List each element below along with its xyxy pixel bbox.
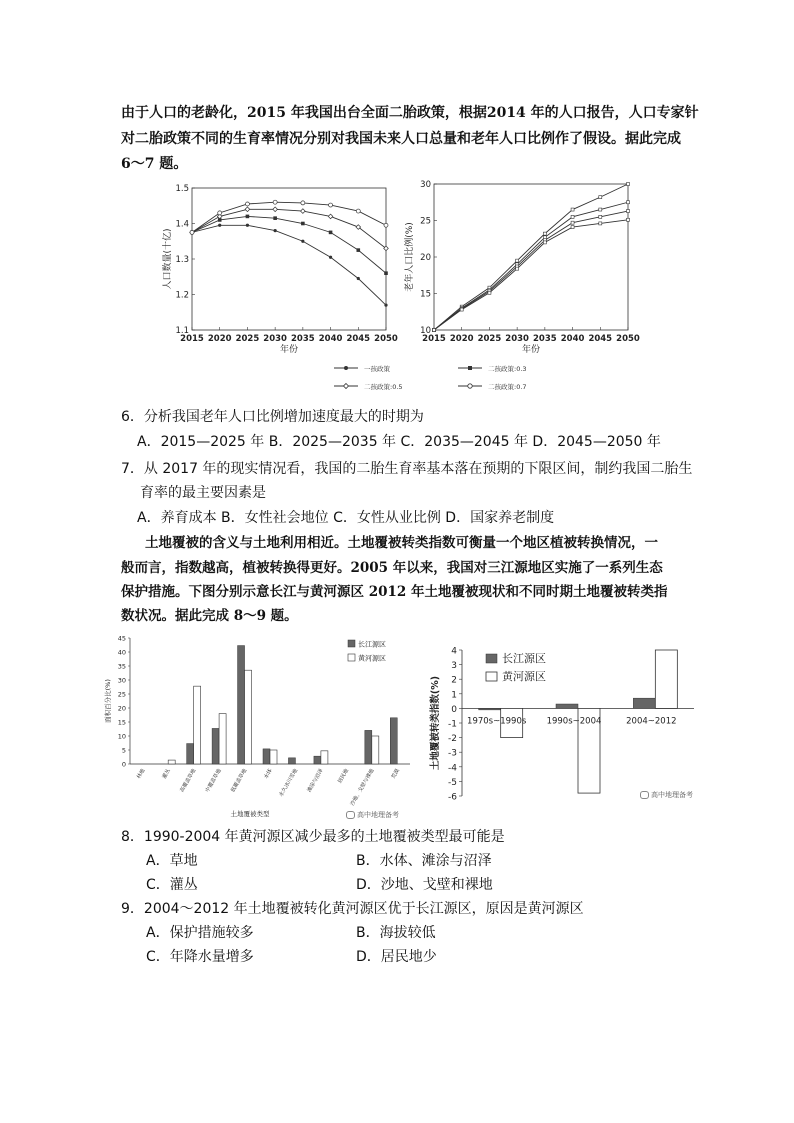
question-6-options: A．2015—2025 年 B．2025—2035 年 C．2035—2045 年 D．2045—2050 年 [137, 434, 661, 450]
data-point [571, 208, 574, 211]
x-axis-label: 土地覆被类型 [230, 810, 270, 818]
bar-changjiang [288, 758, 295, 764]
data-point [384, 304, 387, 307]
chat-icon [346, 811, 355, 819]
y-tick-label: 2 [451, 675, 457, 686]
question-9-option-d: D．居民地少 [356, 949, 437, 965]
x-tick-label: 高覆盖草地 [179, 768, 198, 794]
conversion-index-chart [420, 640, 710, 810]
question-8-stem: 8．1990-2004 年黄河源区减少最多的土地覆被类型最可能是 [121, 829, 505, 845]
data-point [460, 308, 463, 311]
x-axis-label: 年份 [279, 345, 299, 355]
question-7-stem-2: 育率的最主要因素是 [140, 485, 266, 501]
x-tick-label: 2035 [291, 334, 315, 344]
question-7-stem-1: 7．从 2017 年的现实情况看，我国的二胎生育率基本落在预期的下限区间，制约我国二胎生 [121, 461, 693, 477]
legend-label: 二孩政策:0.3 [488, 365, 527, 373]
data-point [218, 211, 222, 215]
x-tick-label: 2015 [180, 334, 204, 344]
legend-item-two-child-07 [458, 382, 527, 391]
question-9-option-b: B．海拔较低 [356, 925, 436, 941]
data-point [245, 202, 249, 206]
bar-huanghe [245, 670, 252, 764]
y-axis-label: 土地覆被转类指数(%) [430, 675, 441, 771]
data-point [599, 196, 602, 199]
watermark-right: 高中地理备考 [640, 786, 693, 804]
data-point [273, 216, 277, 220]
intro2-line-3: 保护措施。下图分别示意长江与黄河源区 2012 年土地覆被现状和不同时期土地覆被转类指 [121, 584, 668, 600]
bar-changjiang [479, 708, 501, 709]
x-tick-label: 居民地 [337, 768, 351, 785]
y-axis-label: 面积百分比(%) [104, 679, 112, 723]
y-tick-label: 1.3 [175, 255, 189, 265]
watermark-left: 高中地理备考 [346, 806, 399, 824]
population-chart [160, 176, 410, 356]
y-tick-label: 45 [117, 634, 126, 643]
bar-changjiang [365, 730, 372, 764]
elderly-ratio-chart [400, 176, 640, 356]
question-9-stem: 9．2004～2012 年土地覆被转化黄河源区优于长江源区，原因是黄河源区 [121, 901, 584, 917]
data-point [356, 248, 360, 252]
data-point [357, 277, 360, 280]
series-line-4 [434, 220, 628, 330]
bar-changjiang [238, 646, 245, 764]
x-tick-label: 2045 [588, 334, 613, 344]
y-tick-label: 10 [420, 326, 431, 336]
data-point [516, 267, 519, 270]
data-point [384, 223, 388, 227]
y-tick-label: 1.1 [175, 326, 189, 336]
data-point [301, 240, 304, 243]
x-tick-label: 2020 [207, 334, 232, 344]
data-point [328, 214, 333, 219]
x-tick-label: 2020 [449, 334, 474, 344]
series-line-3 [434, 211, 628, 330]
land-cover-bar-chart [98, 630, 416, 830]
x-tick-label: 1990s~2004 [546, 716, 602, 727]
series-line-1 [192, 225, 386, 305]
bar-changjiang [633, 698, 655, 708]
legend-label: 二孩政策:0.7 [488, 383, 527, 391]
data-point [246, 215, 250, 219]
intro2-line-4: 数状况。据此完成 8～9 题。 [121, 608, 298, 624]
x-tick-label: 2030 [263, 334, 287, 344]
x-tick-label: 2045 [346, 334, 371, 344]
data-point [599, 222, 602, 225]
bar-changjiang [187, 744, 194, 764]
legend-item-one-child [334, 364, 391, 373]
data-point [543, 232, 546, 235]
x-tick-label: 灌丛 [161, 768, 172, 780]
data-point [329, 231, 333, 235]
x-tick-label: 2040 [560, 334, 585, 344]
data-point [571, 221, 574, 224]
bar-changjiang [212, 728, 219, 764]
data-point [356, 209, 360, 213]
bar-huanghe [219, 714, 226, 764]
legend-label: 二孩政策:0.5 [364, 383, 403, 391]
y-tick-label: -2 [448, 734, 457, 745]
intro-line-1: 由于人口的老龄化，2015 年我国出台全面二胎政策，根据2014 年的人口报告，人口专家针 [121, 105, 699, 121]
x-tick-label: 林地 [136, 768, 147, 780]
x-tick-label: 中覆盖草地 [204, 768, 223, 794]
bar-changjiang [390, 718, 397, 764]
data-point [488, 291, 491, 294]
data-point [274, 229, 277, 232]
y-tick-label: 15 [420, 289, 431, 300]
chat-icon [640, 791, 649, 799]
data-point [433, 329, 436, 332]
bar-huanghe [168, 760, 175, 764]
bar-huanghe [194, 686, 201, 764]
question-8-option-b: B．水体、滩涂与沼泽 [356, 853, 492, 869]
question-8-option-d: D．沙地、戈壁和裸地 [356, 877, 493, 893]
y-tick-label: 0 [451, 704, 457, 715]
x-tick-label: 水体 [263, 768, 274, 780]
x-tick-label: 2050 [374, 334, 398, 344]
x-tick-label: 滩涂与沼泽 [306, 768, 325, 794]
y-tick-label: -1 [448, 719, 457, 730]
question-8-option-a: A．草地 [146, 853, 198, 869]
data-point [273, 200, 277, 204]
data-point [246, 224, 249, 227]
y-tick-label: -3 [448, 748, 457, 759]
x-tick-label: 1970s~1990s [467, 716, 527, 727]
y-tick-label: -4 [448, 763, 457, 774]
y-tick-label: 20 [117, 704, 126, 713]
intro2-line-2: 般而言，指数越高，植被转换得更好。2005 年以来，我国对三江源地区实施了一系列生态 [121, 560, 663, 576]
bar-changjiang [556, 704, 578, 708]
y-axis-label: 人口数量(十亿) [163, 228, 173, 290]
data-point [329, 203, 333, 207]
bar-huanghe [270, 750, 277, 764]
data-point [384, 271, 388, 275]
legend-item-two-child-05 [334, 382, 403, 391]
data-point [245, 207, 250, 212]
y-tick-label: 30 [420, 180, 431, 190]
y-tick-label: 1.4 [175, 219, 189, 230]
y-tick-label: 10 [117, 732, 126, 741]
x-tick-label: 2015 [422, 334, 446, 344]
question-9-option-c: C．年降水量增多 [146, 949, 254, 965]
x-tick-label: 荒漠 [390, 768, 402, 780]
bar-huanghe [321, 751, 328, 764]
legend-label-changjiang: 长江源区 [358, 640, 386, 649]
y-tick-label: 1 [451, 690, 457, 701]
data-point [301, 222, 305, 226]
intro2-line-1: 土地覆被的含义与土地利用相近。土地覆被转类指数可衡量一个地区植被转换情况，一 [145, 535, 658, 551]
bar-changjiang [263, 749, 270, 764]
legend-label-huanghe: 黄河源区 [358, 654, 386, 663]
data-point [516, 259, 519, 262]
y-tick-label: 4 [451, 646, 457, 657]
data-point [273, 207, 278, 212]
y-tick-label: 1.2 [175, 290, 189, 301]
x-tick-label: 2035 [533, 334, 557, 344]
legend-swatch-changjiang [486, 654, 497, 663]
data-point [301, 201, 305, 205]
intro-line-2: 对二胎政策不同的生育率情况分别对我国未来人口总量和老年人口比例作了假设。据此完成 [121, 131, 681, 147]
data-point [543, 241, 546, 244]
x-tick-label: 2004~2012 [626, 716, 677, 727]
x-tick-label: 低覆盖草地 [230, 768, 249, 794]
legend-swatch-huanghe [348, 654, 355, 661]
question-8-option-c: C．灌丛 [146, 877, 198, 893]
y-tick-label: 35 [117, 662, 126, 671]
y-tick-label: -6 [448, 792, 457, 803]
x-tick-label: 2025 [235, 334, 260, 344]
y-axis-label: 老年人口比例(%) [405, 222, 415, 292]
legend-label-huanghe: 黄河源区 [502, 670, 546, 683]
intro-line-3: 6～7 题。 [121, 156, 188, 172]
y-tick-label: 5 [121, 746, 126, 755]
data-point [627, 210, 630, 213]
y-tick-label: 40 [117, 648, 126, 657]
y-tick-label: 3 [451, 661, 457, 672]
x-tick-label: 沙地、戈壁与裸地 [349, 768, 376, 807]
bar-huanghe [655, 650, 677, 708]
data-point [190, 230, 194, 234]
y-tick-label: 15 [117, 718, 126, 727]
y-tick-label: 20 [420, 253, 431, 263]
bar-changjiang [314, 756, 321, 764]
data-point [301, 209, 306, 214]
data-point [218, 224, 221, 227]
data-point [627, 218, 630, 221]
data-point [329, 256, 332, 259]
data-point [543, 236, 546, 239]
data-point [627, 183, 630, 186]
data-point [599, 215, 602, 218]
data-point [599, 208, 602, 211]
legend-label: 一孩政策 [364, 365, 390, 373]
x-tick-label: 2040 [318, 334, 343, 344]
data-point [571, 226, 574, 229]
y-tick-label: 25 [117, 690, 126, 699]
y-tick-label: 25 [420, 216, 431, 227]
x-tick-label: 2050 [616, 334, 640, 344]
y-tick-label: 0 [121, 760, 126, 769]
bar-huanghe [372, 736, 379, 764]
policy-legend [330, 358, 580, 398]
y-tick-label: 1.5 [175, 184, 189, 194]
question-7-options: A．养育成本 B．女性社会地位 C．女性从业比例 D．国家养老制度 [137, 510, 555, 526]
data-point [627, 201, 630, 204]
legend-swatch-huanghe [486, 672, 497, 681]
x-axis-label: 年份 [521, 345, 541, 355]
data-point [571, 215, 574, 218]
x-tick-label: 2030 [505, 334, 529, 344]
x-tick-label: 永久冰川雪地 [278, 768, 300, 798]
legend-item-two-child-03 [458, 364, 527, 373]
y-tick-label: 30 [117, 676, 126, 685]
legend-swatch-changjiang [348, 640, 355, 647]
question-9-option-a: A．保护措施较多 [146, 925, 254, 941]
legend-label-changjiang: 长江源区 [502, 652, 546, 665]
y-tick-label: -5 [448, 777, 457, 788]
x-tick-label: 2025 [477, 334, 502, 344]
question-6-stem: 6．分析我国老年人口比例增加速度最大的时期为 [121, 409, 424, 425]
